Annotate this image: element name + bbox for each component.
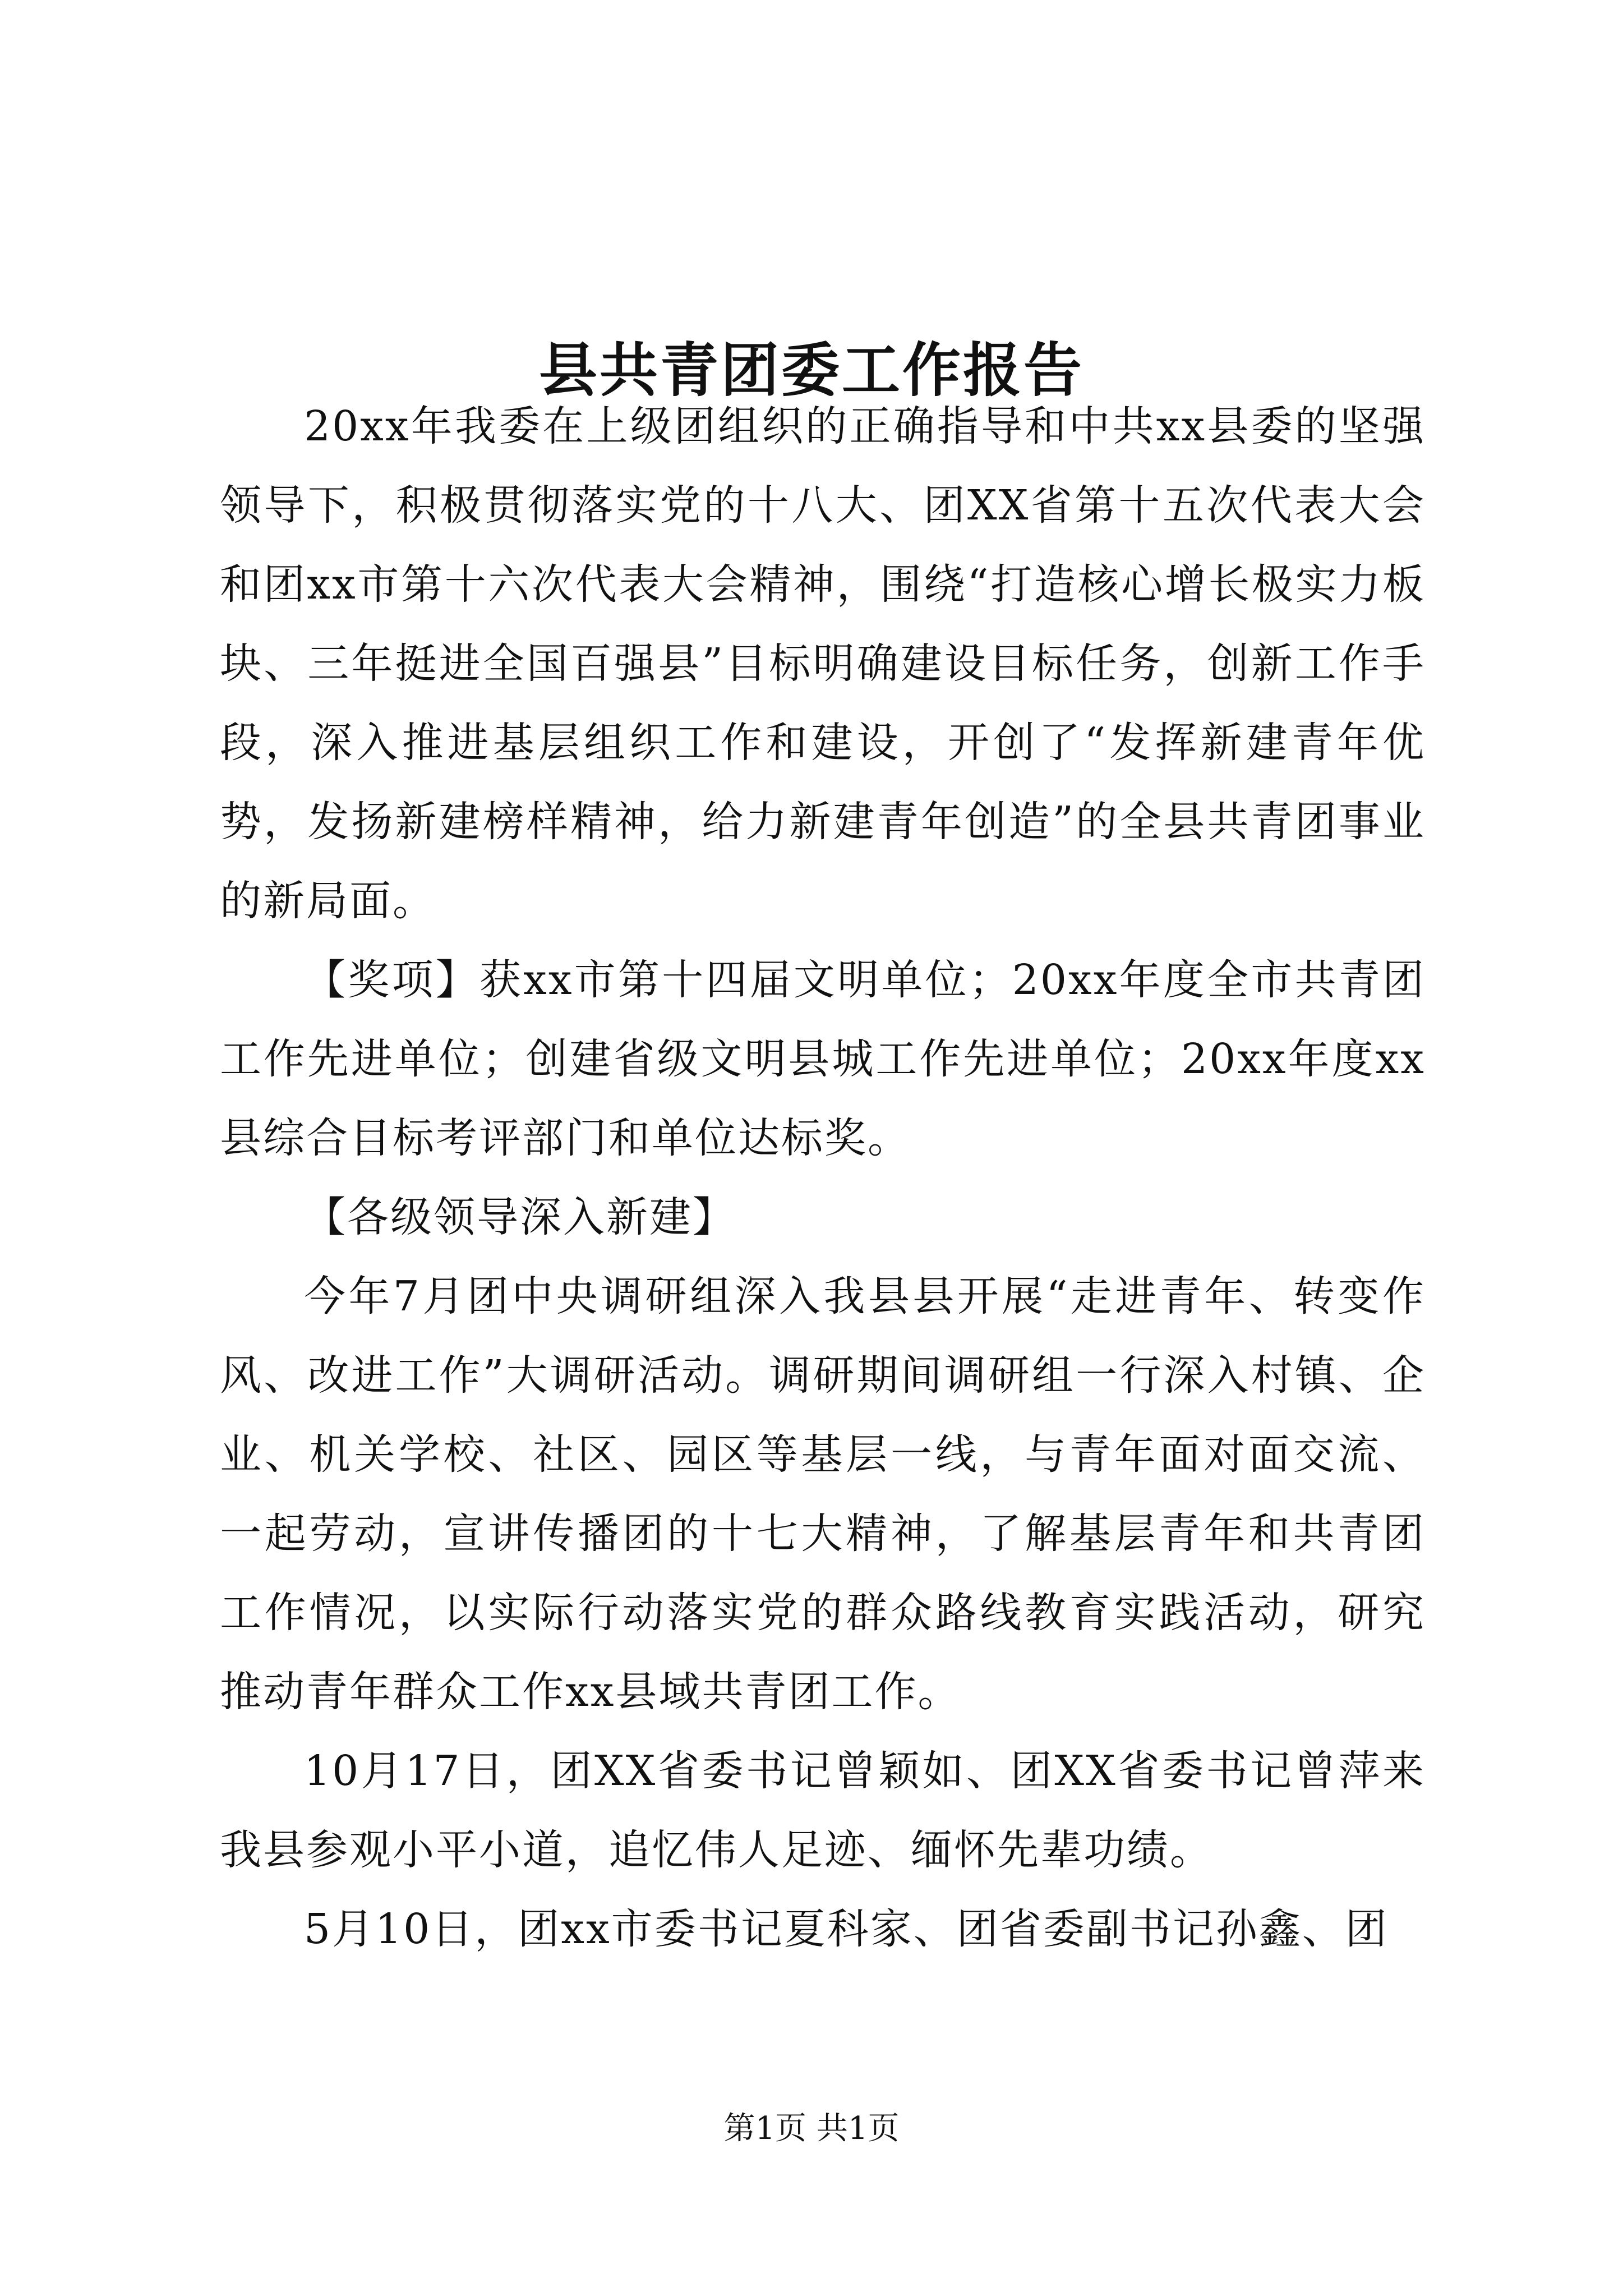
page-footer: 第1页 共1页 xyxy=(723,2110,900,2147)
paragraph-may-visit: 5月10日，团xx市委书记夏科家、团省委副书记孙鑫、团 xyxy=(304,1905,1389,1953)
paragraph-intro: 20xx年我委在上级团组织的正确指导和中共xx县委的坚强领导下，积极贯彻落实党的十八大、团XX省第十五次代表大会和团xx市第十六次代表大会精神，围绕“打造核心增长极实力板块、三年挺进全国百强县”目标明确建设目标任务，创新工作手段，深入推进基层组织工作和建设，开创了“发挥新建青年优势，发扬新建榜样精神，给力新建青年创造”的全县共青团事业的新局面。 xyxy=(220,402,1426,925)
paragraph-july-research: 今年7月团中央调研组深入我县县开展“走进青年、转变作风、改进工作”大调研活动。调研期间调研组一行深入村镇、企业、机关学校、社区、园区等基层一线，与青年面对面交流、一起劳动，宣讲传播团的十七大精神，了解基层青年和共青团工作情况，以实际行动落实党的群众路线教育实践活动，研究推动青年群众工作xx县域共青团工作。 xyxy=(220,1272,1426,1716)
paragraph-awards: 【奖项】获xx市第十四届文明单位；20xx年度全市共青团工作先进单位；创建省级文明县城工作先进单位；20xx年度xx县综合目标考评部门和单位达标奖。 xyxy=(220,956,1426,1162)
paragraph-october-visit: 10月17日，团XX省委书记曾颖如、团XX省委书记曾萍来我县参观小平小道，追忆伟人足迹、缅怀先辈功绩。 xyxy=(220,1747,1426,1874)
section-heading-leaders: 【各级领导深入新建】 xyxy=(304,1193,736,1241)
document-title: 县共青团委工作报告 xyxy=(538,335,1084,404)
document-body xyxy=(220,387,1426,1969)
